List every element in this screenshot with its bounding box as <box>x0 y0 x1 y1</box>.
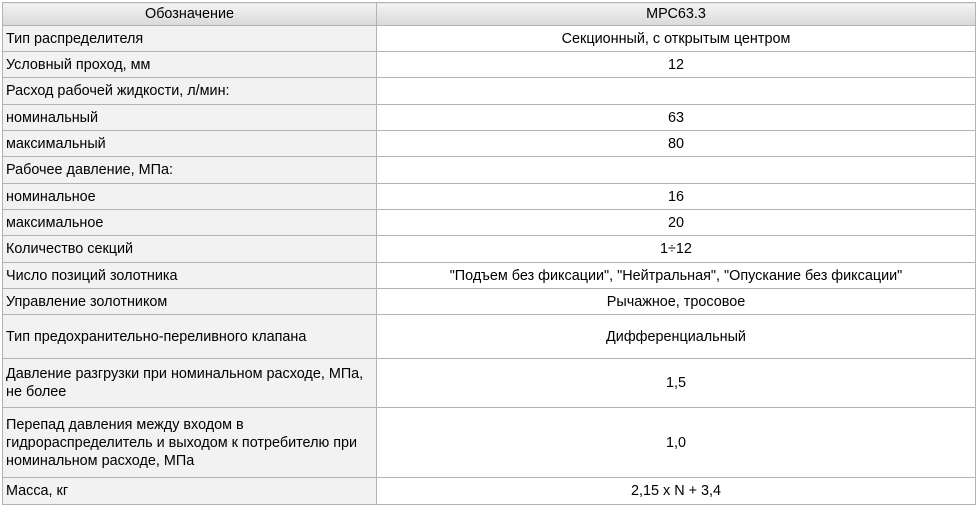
table-row <box>3 236 976 263</box>
value-cell: Секционный, с открытым центром <box>377 26 976 52</box>
table-row <box>3 26 976 52</box>
header-param-cell: Обозначение <box>3 3 377 26</box>
table-row <box>3 408 976 478</box>
param-cell: Условный проход, мм <box>3 52 377 78</box>
table-row <box>3 105 976 131</box>
value-cell <box>377 157 976 184</box>
table-row <box>3 157 976 184</box>
table-row <box>3 78 976 105</box>
value-cell: "Подъем без фиксации", "Нейтральная", "Опускание без фиксации" <box>377 263 976 289</box>
param-cell: Управление золотником <box>3 289 377 315</box>
table-row <box>3 289 976 315</box>
value-cell: 16 <box>377 184 976 210</box>
param-cell: Рабочее давление, МПа: <box>3 157 377 184</box>
value-cell: Рычажное, тросовое <box>377 289 976 315</box>
param-cell: максимальный <box>3 131 377 157</box>
value-cell: 20 <box>377 210 976 236</box>
param-cell: Расход рабочей жидкости, л/мин: <box>3 78 377 105</box>
param-cell: Перепад давления между входом в гидрораспределитель и выходом к потребителю при номинальном расходе, МПа <box>3 408 377 478</box>
value-cell: 80 <box>377 131 976 157</box>
table-row <box>3 210 976 236</box>
value-cell: 12 <box>377 52 976 78</box>
header-value-cell: МРС63.3 <box>377 3 976 26</box>
param-cell: номинальный <box>3 105 377 131</box>
table-header <box>3 3 976 26</box>
table-row <box>3 359 976 408</box>
param-cell: Количество секций <box>3 236 377 263</box>
table-row <box>3 478 976 505</box>
table-row <box>3 263 976 289</box>
value-cell: 1,5 <box>377 359 976 408</box>
table-body <box>3 26 976 505</box>
value-cell: Дифференциальный <box>377 315 976 359</box>
table-row <box>3 315 976 359</box>
param-cell: Число позиций золотника <box>3 263 377 289</box>
value-cell: 63 <box>377 105 976 131</box>
table-row <box>3 52 976 78</box>
param-cell: Масса, кг <box>3 478 377 505</box>
value-cell: 1,0 <box>377 408 976 478</box>
param-cell: Давление разгрузки при номинальном расходе, МПа, не более <box>3 359 377 408</box>
value-cell <box>377 78 976 105</box>
table-row <box>3 184 976 210</box>
value-cell: 2,15 х N + 3,4 <box>377 478 976 505</box>
table-row <box>3 131 976 157</box>
value-cell: 1÷12 <box>377 236 976 263</box>
spec-table <box>2 2 976 505</box>
param-cell: Тип распределителя <box>3 26 377 52</box>
param-cell: максимальное <box>3 210 377 236</box>
param-cell: Тип предохранительно-переливного клапана <box>3 315 377 359</box>
param-cell: номинальное <box>3 184 377 210</box>
header-row <box>3 3 976 26</box>
